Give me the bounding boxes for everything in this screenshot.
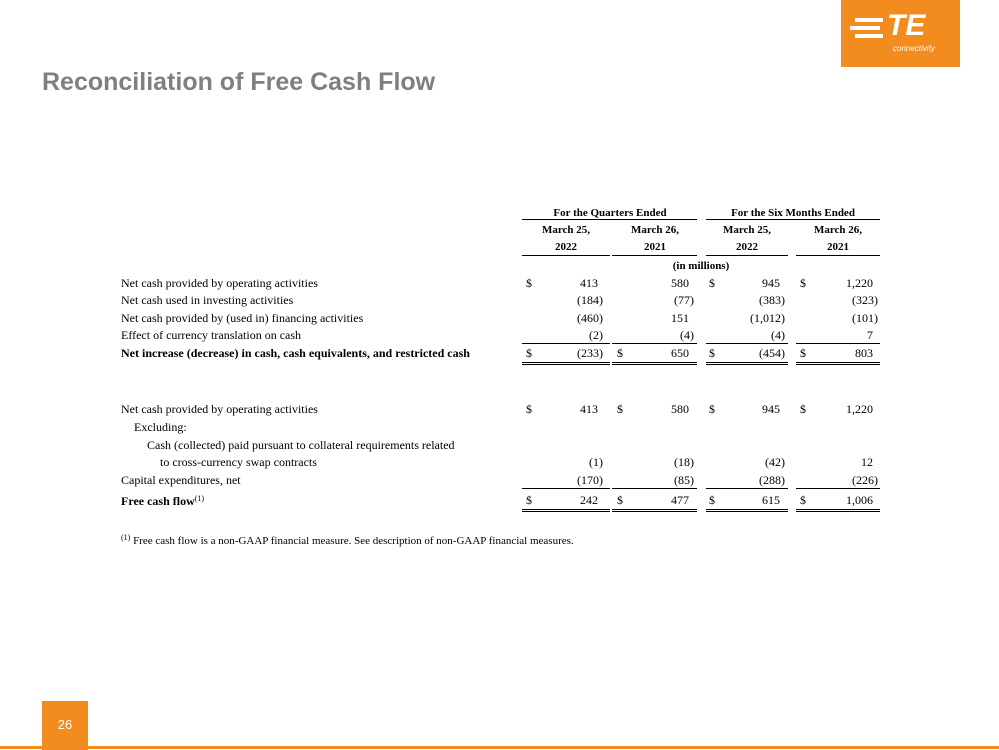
row-label-total: Net increase (decrease) in cash, cash equivalents, and restricted cash bbox=[121, 346, 470, 360]
cell-value: (101) bbox=[852, 311, 878, 325]
cell-value: 242 bbox=[580, 493, 598, 507]
cell-value: (288) bbox=[759, 473, 785, 487]
cell-value: (233) bbox=[577, 346, 603, 360]
logo-brand: TE bbox=[887, 9, 926, 42]
cell-value: 12 bbox=[861, 455, 873, 469]
dollar-sign: $ bbox=[800, 346, 806, 360]
cell-value: 1,220 bbox=[846, 276, 873, 290]
cell-value: 945 bbox=[762, 276, 780, 290]
cell-value: (4) bbox=[680, 328, 694, 342]
cell-value: 413 bbox=[580, 402, 598, 416]
total-double-underline bbox=[522, 509, 610, 512]
cell-value: 7 bbox=[867, 328, 873, 342]
total-double-underline bbox=[612, 362, 697, 365]
column-header-underline bbox=[612, 255, 697, 256]
bottom-accent-bar bbox=[0, 746, 999, 749]
page-number-box bbox=[42, 701, 88, 750]
cell-value: (77) bbox=[674, 293, 694, 307]
column-header-month: March 26, bbox=[630, 224, 680, 236]
subtotal-underline bbox=[796, 343, 880, 344]
cell-value: (2) bbox=[589, 328, 603, 342]
column-header-month: March 25, bbox=[541, 224, 591, 236]
footnote bbox=[121, 533, 574, 547]
fcf-footnote-marker: (1) bbox=[194, 494, 205, 503]
cell-value: (42) bbox=[765, 455, 785, 469]
row-label: Capital expenditures, net bbox=[121, 473, 241, 487]
subtotal-underline bbox=[706, 488, 788, 489]
subtotal-underline bbox=[706, 343, 788, 344]
subtotal-underline bbox=[522, 488, 610, 489]
row-label: to cross-currency swap contracts bbox=[160, 455, 317, 469]
logo-tagline: connectivity bbox=[893, 44, 935, 53]
row-label: Net cash provided by operating activities bbox=[121, 402, 318, 416]
subtotal-underline bbox=[612, 488, 697, 489]
group-header-underline bbox=[522, 219, 697, 220]
column-header-year: 2021 bbox=[644, 241, 666, 253]
dollar-sign: $ bbox=[526, 276, 532, 290]
group-header-quarters: For the Quarters Ended bbox=[553, 207, 667, 219]
row-label-excluding: Excluding: bbox=[134, 420, 187, 434]
column-header-underline bbox=[522, 255, 610, 256]
footnote-text: Free cash flow is a non-GAAP financial measure. See description of non-GAAP financial measures. bbox=[133, 535, 574, 547]
group-header-six-months: For the Six Months Ended bbox=[731, 207, 855, 219]
dollar-sign: $ bbox=[709, 493, 715, 507]
cell-value: 650 bbox=[671, 346, 689, 360]
dollar-sign: $ bbox=[800, 276, 806, 290]
subtotal-underline bbox=[612, 343, 697, 344]
row-label: Net cash provided by operating activities bbox=[121, 276, 318, 290]
dollar-sign: $ bbox=[526, 402, 532, 416]
cell-value: (4) bbox=[771, 328, 785, 342]
subtotal-underline bbox=[522, 343, 610, 344]
total-double-underline bbox=[796, 509, 880, 512]
dollar-sign: $ bbox=[709, 276, 715, 290]
cell-value: (454) bbox=[759, 346, 785, 360]
dollar-sign: $ bbox=[800, 493, 806, 507]
total-double-underline bbox=[612, 509, 697, 512]
cell-value: 945 bbox=[762, 402, 780, 416]
row-label: Effect of currency translation on cash bbox=[121, 328, 302, 342]
cell-value: (323) bbox=[852, 293, 878, 307]
cell-value: (460) bbox=[577, 311, 603, 325]
row-label: Net cash used in investing activities bbox=[121, 293, 294, 307]
cell-value: (170) bbox=[577, 473, 603, 487]
cell-value: 413 bbox=[580, 276, 598, 290]
total-double-underline bbox=[706, 362, 788, 365]
cell-value: (1,012) bbox=[750, 311, 785, 325]
cell-value: 1,006 bbox=[846, 493, 873, 507]
cell-value: (226) bbox=[852, 473, 878, 487]
dollar-sign: $ bbox=[526, 346, 532, 360]
cell-value: 580 bbox=[671, 402, 689, 416]
dollar-sign: $ bbox=[800, 402, 806, 416]
group-header-underline bbox=[706, 219, 880, 220]
cell-value: (1) bbox=[589, 455, 603, 469]
total-double-underline bbox=[706, 509, 788, 512]
dollar-sign: $ bbox=[617, 493, 623, 507]
cell-value: 1,220 bbox=[846, 402, 873, 416]
row-label: Net cash provided by (used in) financing activities bbox=[121, 311, 364, 325]
cell-value: (383) bbox=[759, 293, 785, 307]
column-header-underline bbox=[796, 255, 880, 256]
total-double-underline bbox=[522, 362, 610, 365]
dollar-sign: $ bbox=[617, 402, 623, 416]
cell-value: (18) bbox=[674, 455, 694, 469]
cell-value: 615 bbox=[762, 493, 780, 507]
cell-value: 477 bbox=[671, 493, 689, 507]
cell-value: (85) bbox=[674, 473, 694, 487]
dollar-sign: $ bbox=[526, 493, 532, 507]
cell-value: 580 bbox=[671, 276, 689, 290]
column-header-month: March 25, bbox=[722, 224, 772, 236]
page-number: 26 bbox=[57, 717, 73, 732]
column-header-year: 2022 bbox=[736, 241, 758, 253]
page-title: Reconciliation of Free Cash Flow bbox=[42, 68, 436, 96]
subtotal-underline bbox=[796, 488, 880, 489]
dollar-sign: $ bbox=[709, 402, 715, 416]
row-label: Cash (collected) paid pursuant to collateral requirements related bbox=[147, 438, 455, 452]
column-header-month: March 26, bbox=[813, 224, 863, 236]
cell-value: 151 bbox=[671, 311, 689, 325]
footnote-marker: (1) bbox=[121, 533, 131, 542]
fcf-label-text: Free cash flow bbox=[121, 494, 195, 508]
dollar-sign: $ bbox=[709, 346, 715, 360]
cell-value: 803 bbox=[855, 346, 873, 360]
column-header-underline bbox=[706, 255, 788, 256]
column-header-year: 2021 bbox=[827, 241, 849, 253]
row-label-free-cash-flow bbox=[121, 492, 204, 508]
dollar-sign: $ bbox=[617, 346, 623, 360]
units-label: (in millions) bbox=[672, 260, 730, 272]
column-header-year: 2022 bbox=[555, 241, 577, 253]
total-double-underline bbox=[796, 362, 880, 365]
cell-value: (184) bbox=[577, 293, 603, 307]
